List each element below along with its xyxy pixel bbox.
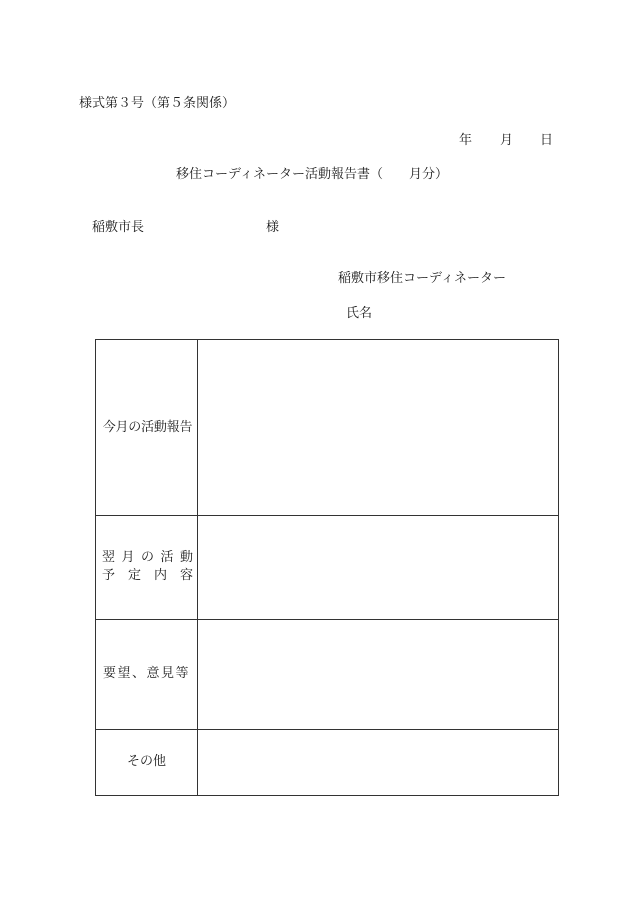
- table-row-requests-opinions: [96, 619, 559, 729]
- table-row-other: [96, 729, 559, 795]
- monthly-report-field[interactable]: [198, 340, 559, 516]
- requests-opinions-field[interactable]: [198, 619, 559, 729]
- document-title: 移住コーディネーター活動報告書（ 月分）: [176, 167, 448, 182]
- date-year-label: 年: [459, 133, 473, 148]
- next-month-plan-label-cell: [96, 516, 198, 619]
- sender-title: 稲敷市移住コーディネーター: [338, 271, 506, 286]
- addressee-honorific: 様: [266, 220, 280, 235]
- requests-opinions-label: 要望、意見等: [102, 666, 190, 682]
- form-number: 様式第３号（第５条関係）: [79, 96, 236, 111]
- other-field[interactable]: [198, 729, 559, 795]
- other-label-cell: [96, 729, 198, 795]
- next-month-plan-field[interactable]: [198, 516, 559, 619]
- monthly-report-label: 今月の活動報告: [102, 419, 193, 435]
- date-day-label: 日: [540, 133, 554, 148]
- next-month-plan-label-line2: 予定内容: [102, 568, 193, 584]
- monthly-report-label-cell: [96, 340, 198, 516]
- table-row-next-month-plan: [96, 516, 559, 619]
- other-label: その他: [126, 754, 166, 770]
- next-month-plan-label-line1: 翌月の活動: [102, 549, 193, 565]
- requests-opinions-label-cell: [96, 619, 198, 729]
- sender-name-label: 氏名: [346, 306, 373, 321]
- table-row-monthly-report: [96, 340, 559, 516]
- addressee-name: 稲敷市長: [92, 220, 145, 235]
- date-month-label: 月: [500, 133, 514, 148]
- report-table: [95, 339, 559, 796]
